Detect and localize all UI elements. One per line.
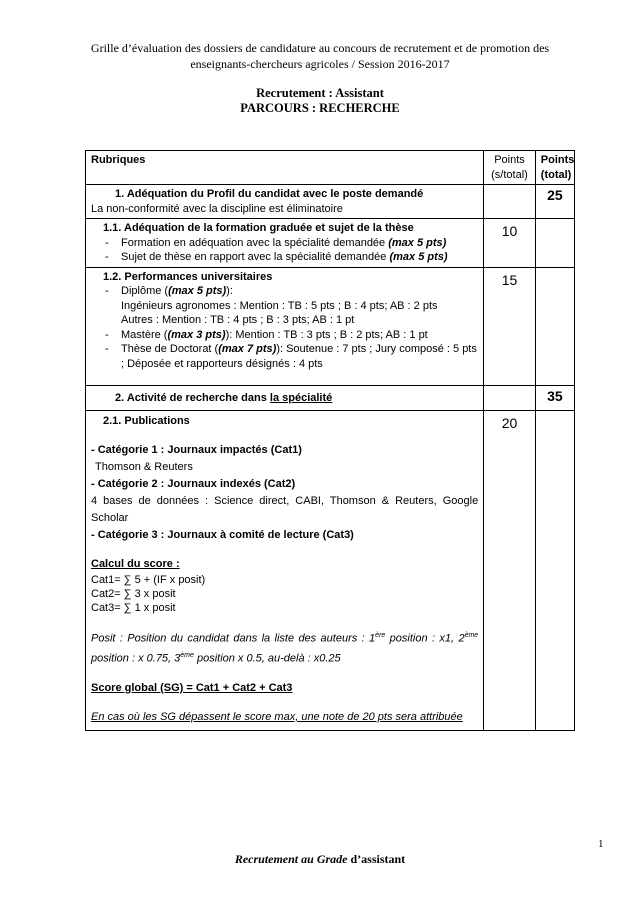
list-item: - Sujet de thèse en rapport avec la spécialité demandée (max 5 pts) bbox=[105, 251, 448, 263]
list-item-rest: : Soutenue : 7 pts ; Jury composé : 5 pts ; Déposée et rapporteurs désignés : 4 pts bbox=[121, 343, 477, 370]
header-points-total bbox=[535, 151, 574, 185]
section-1-2-points: 15 bbox=[484, 267, 536, 386]
page-footer bbox=[60, 852, 580, 867]
list-item: - Formation en adéquation avec la spécialité demandée (max 5 pts) bbox=[105, 236, 447, 249]
header-points-total-1: Points bbox=[540, 154, 575, 166]
title-line-2: PARCOURS : RECHERCHE bbox=[240, 101, 400, 115]
section-1-2-title: 1.2. Performances universitaires bbox=[103, 270, 273, 283]
section-1-1-total bbox=[535, 219, 574, 268]
table-row-section-2-1 bbox=[86, 410, 575, 730]
section-2-1-total bbox=[535, 410, 574, 730]
category-2-desc: 4 bases de données : Science direct, CABI, Thomson & Reuters, Google Scholar bbox=[91, 494, 479, 524]
header-line-1: Grille d’évaluation des dossiers de candidature au concours de recrutement et de promotion des bbox=[90, 41, 550, 55]
document-title bbox=[60, 86, 580, 116]
section-1-total: 25 bbox=[535, 185, 574, 219]
table-row-section-1-1 bbox=[86, 219, 575, 268]
section-1-cell bbox=[86, 185, 484, 219]
calc-cat3: Cat3= ∑ 1 x posit bbox=[91, 601, 176, 614]
header-points-sub-1: Points bbox=[494, 154, 525, 166]
section-1-2-cell bbox=[86, 267, 484, 386]
category-2: - Catégorie 2 : Journaux indexés (Cat2) bbox=[91, 477, 296, 490]
section-1-1-points: 10 bbox=[484, 219, 536, 268]
table-header-row bbox=[86, 151, 575, 185]
calc-title: Calcul du score : bbox=[91, 557, 180, 570]
list-item: - Mastère ((max 3 pts)): Mention : TB : 3 pts ; B : 2 pts; AB : 1 pt bbox=[105, 328, 428, 341]
section-1-note: La non-conformité avec la discipline est éliminatoire bbox=[91, 202, 343, 215]
list-item-rest: : Mention : TB : 3 pts ; B : 2 pts; AB : 1 pt bbox=[229, 328, 428, 341]
footer-text-a: Recrutement au bbox=[234, 852, 314, 866]
header-points-sub-2: (s/total) bbox=[491, 168, 528, 181]
header-rubriques: Rubriques bbox=[86, 151, 484, 185]
section-2-1-title: 2.1. Publications bbox=[103, 414, 190, 427]
footer-text-rest: d’assistant bbox=[347, 852, 406, 866]
score-global-note: En cas où les SG dépassent le score max, une note de 20 pts sera attribuée bbox=[91, 710, 463, 723]
list-item-detail: Ingénieurs agronomes : Mention : TB : 5 pts ; B : 4 pts; AB : 2 pts bbox=[121, 299, 438, 312]
table-row-section-1 bbox=[86, 185, 575, 219]
list-item-text: Mastère bbox=[121, 328, 161, 341]
calc-cat2: Cat2= ∑ 3 x posit bbox=[91, 587, 176, 600]
category-1-desc: Thomson & Reuters bbox=[95, 460, 193, 473]
header-points-total-2: (total) bbox=[540, 168, 572, 181]
header-points-sub bbox=[484, 151, 536, 185]
section-2-title-b: la spécialité bbox=[269, 392, 333, 404]
list-item-max: (max 3 pts) bbox=[167, 328, 226, 341]
page-number: 1 bbox=[598, 838, 604, 850]
list-item-text: Sujet de thèse en rapport avec la spécialité demandée bbox=[121, 251, 387, 263]
list-item-text: Thèse de Doctorat bbox=[121, 343, 212, 355]
posit-text: Posit : Position du candidat dans la liste des auteurs : 1ère position : x1, 2ème position : x 0.75, 3ème position x 0.5, au-delà : x0.25 bbox=[91, 631, 479, 665]
list-item: - Diplôme ((max 5 pts)): bbox=[105, 285, 233, 297]
section-1-1-title: 1.1. Adéquation de la formation graduée et sujet de la thèse bbox=[103, 222, 414, 234]
list-item-max: (max 5 pts) bbox=[389, 251, 448, 263]
score-global: Score global (SG) = Cat1 + Cat2 + Cat3 bbox=[91, 681, 293, 694]
section-2-total: 35 bbox=[535, 386, 574, 411]
section-1-1-cell bbox=[86, 219, 484, 268]
list-item-max: (max 7 pts) bbox=[218, 343, 277, 355]
section-2-1-cell bbox=[86, 410, 484, 730]
page-header bbox=[60, 40, 580, 72]
list-item: - Thèse de Doctorat ((max 7 pts)): Soutenue : 7 pts ; Jury composé : 5 pts ; Déposée et rapporteurs désignés : 4 pts bbox=[105, 343, 477, 370]
evaluation-table bbox=[85, 150, 575, 731]
section-2-cell bbox=[86, 386, 484, 411]
table-row-section-2 bbox=[86, 386, 575, 411]
section-2-1-points: 20 bbox=[484, 410, 536, 730]
section-1-title: 1. Adéquation du Profil du candidat avec le poste demandé bbox=[115, 188, 424, 200]
list-item-text: Formation en adéquation avec la spécialité demandée bbox=[121, 236, 386, 249]
section-1-2-total bbox=[535, 267, 574, 386]
list-item-max: (max 5 pts) bbox=[388, 236, 447, 249]
header-line-2: enseignants-chercheurs agricoles / Session 2016-2017 bbox=[190, 57, 450, 71]
footer-text-grade: Grade bbox=[316, 852, 348, 866]
category-3: - Catégorie 3 : Journaux à comité de lecture (Cat3) bbox=[91, 528, 354, 541]
category-1: - Catégorie 1 : Journaux impactés (Cat1) bbox=[91, 443, 302, 456]
list-item-text: Diplôme bbox=[121, 285, 162, 297]
table-row-section-1-2 bbox=[86, 267, 575, 386]
calc-cat1: Cat1= ∑ 5 + (IF x posit) bbox=[91, 573, 206, 586]
list-item-detail: Autres : Mention : TB : 4 pts ; B : 3 pts; AB : 1 pt bbox=[121, 314, 355, 326]
section-2-sub-points bbox=[484, 386, 536, 411]
section-2-title-a: 2. Activité de recherche dans bbox=[115, 392, 267, 404]
list-item-max: (max 5 pts) bbox=[168, 285, 227, 297]
section-1-sub-points bbox=[484, 185, 536, 219]
section-2-title bbox=[91, 391, 478, 406]
title-line-1: Recrutement : Assistant bbox=[256, 86, 384, 100]
